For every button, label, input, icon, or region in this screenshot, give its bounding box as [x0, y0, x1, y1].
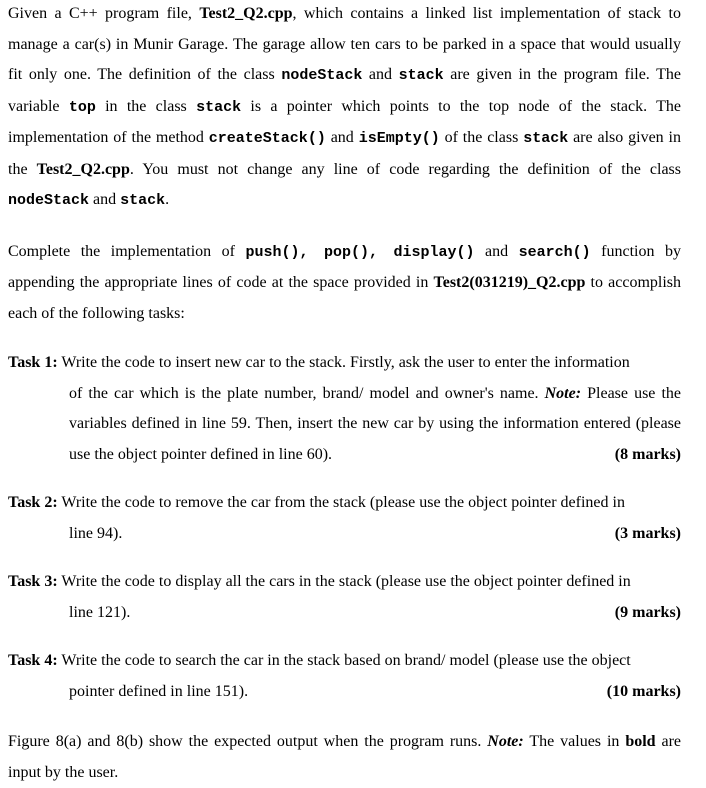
code-term: stack — [398, 67, 444, 84]
text: Complete the implementation of — [8, 242, 246, 260]
task-text: Please use the variables defined in line 59. Then, insert the new car by using the information entered (please use the object pointer defined in line 60). — [69, 384, 682, 463]
text: function by appending the appropriate lines of code at the space provided in — [8, 242, 682, 291]
text: . You must not change any line of code regarding the definition of the class — [129, 160, 682, 178]
complete-paragraph — [8, 237, 681, 330]
task-4 — [8, 646, 681, 707]
text: are also given in the — [8, 129, 681, 178]
note-label: Note: — [544, 384, 582, 402]
code-term: stack — [523, 130, 569, 147]
task-3-line-1 — [8, 567, 681, 598]
code-term: stack — [120, 192, 166, 209]
code-term: push(), pop(), display() — [245, 243, 475, 261]
code-term: nodeStack — [281, 67, 363, 84]
task-4-continuation — [8, 677, 681, 708]
task-label: Task 1: — [8, 354, 58, 371]
text: are input by the user. — [8, 733, 682, 781]
text: in the class — [95, 97, 197, 115]
filename: Test2_Q2.cpp — [36, 160, 130, 178]
text: and — [474, 242, 519, 260]
text: , which contains a linked list implementation of stack to manage a car(s) in Munir Garage. The garage allow ten cars to be parked in a space that would usually fit only one. The definition of the class — [8, 5, 681, 83]
intro-paragraph — [8, 0, 681, 217]
task-4-line-1 — [8, 646, 681, 677]
task-marks: (8 marks) — [614, 445, 681, 463]
task-1-continuation — [8, 379, 681, 471]
text: . — [165, 191, 170, 208]
task-2-continuation — [8, 519, 681, 550]
figure-paragraph — [8, 727, 681, 788]
task-marks: (3 marks) — [614, 524, 681, 542]
task-text: line 94). — [69, 524, 123, 542]
task-1 — [8, 348, 681, 470]
filename: Test2_Q2.cpp — [199, 5, 293, 22]
task-marks: (9 marks) — [614, 603, 681, 621]
text: is a pointer which points to the top node of the stack. The implementation of the method — [8, 97, 682, 146]
code-term: search() — [518, 243, 591, 261]
text: and — [325, 129, 359, 146]
bold-word: bold — [625, 733, 656, 750]
code-term: top — [68, 98, 96, 116]
task-label: Task 2: — [8, 494, 58, 511]
task-text: line 121). — [69, 603, 131, 621]
task-2-line-1 — [8, 488, 681, 519]
code-term: nodeStack — [8, 192, 90, 209]
text: and — [362, 66, 399, 83]
text: The values in — [523, 733, 626, 750]
text: and — [89, 191, 121, 208]
document — [8, 0, 681, 788]
task-text: Write the code to search the car in the stack based on brand/ model (please use the object — [57, 652, 631, 669]
task-1-line-1 — [8, 348, 681, 379]
text: of the class — [439, 129, 524, 146]
task-text: pointer defined in line 151). — [69, 682, 249, 700]
task-text: Write the code to remove the car from the stack (please use the object pointer defined in — [57, 494, 625, 511]
code-term: createStack() — [208, 130, 326, 147]
task-2 — [8, 488, 681, 549]
task-3-continuation — [8, 598, 681, 629]
text: are given in the program file. The variable — [8, 66, 681, 115]
code-term: isEmpty() — [358, 130, 440, 147]
text: to accomplish each of the following tasks: — [8, 274, 682, 322]
text: Figure 8(a) and 8(b) show the expected output when the program runs. — [8, 733, 488, 750]
code-term: stack — [196, 98, 242, 116]
task-text: of the car which is the plate number, brand/ model and owner's name. — [69, 384, 545, 402]
task-text: Write the code to insert new car to the stack. Firstly, ask the user to enter the information — [57, 354, 630, 371]
task-text: Write the code to display all the cars in the stack (please use the object pointer defined in — [57, 573, 631, 590]
task-3 — [8, 567, 681, 628]
filename: Test2(031219)_Q2.cpp — [433, 274, 586, 291]
task-marks: (10 marks) — [606, 682, 681, 700]
task-label: Task 4: — [8, 652, 58, 669]
task-label: Task 3: — [8, 573, 58, 590]
text: Given a C++ program file, — [8, 5, 200, 22]
note-label: Note: — [487, 733, 524, 750]
